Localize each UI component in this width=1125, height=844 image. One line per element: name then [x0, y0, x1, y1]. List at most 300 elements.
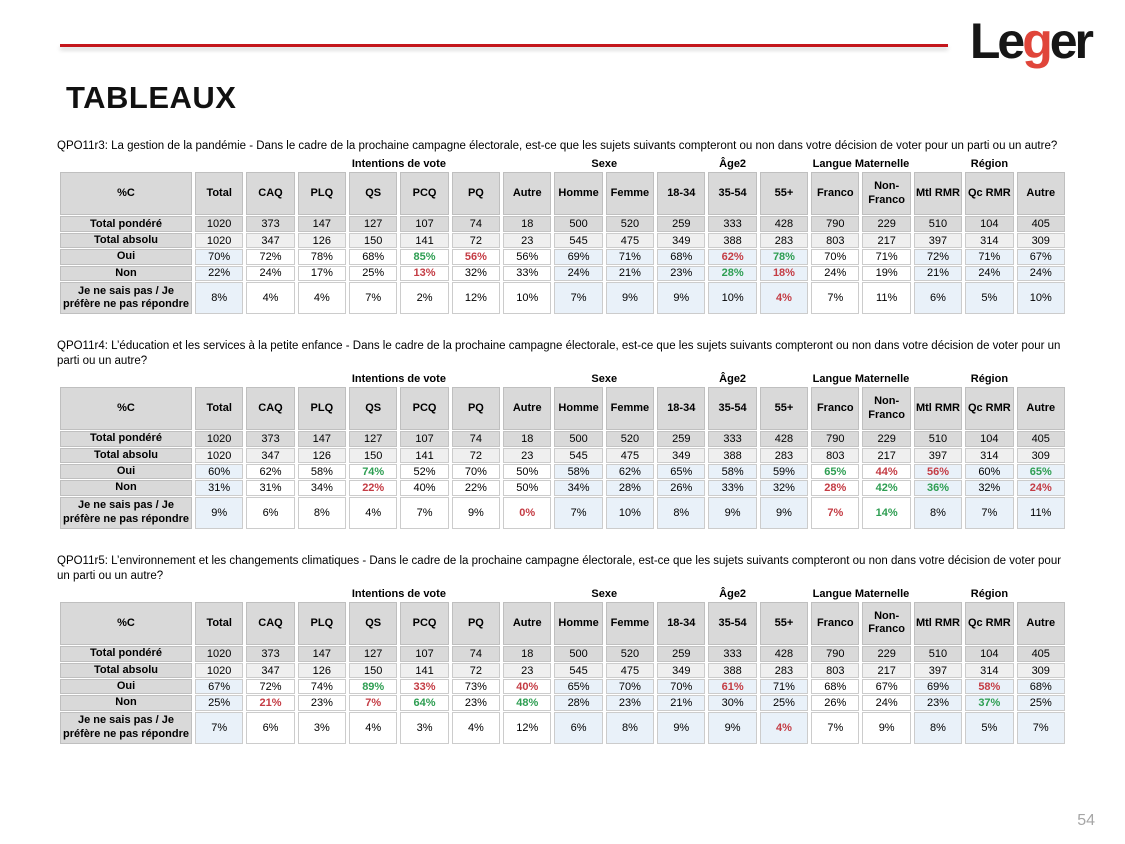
data-cell: 26%: [811, 695, 859, 710]
data-cell: 333: [708, 431, 756, 447]
data-cell: 13%: [400, 266, 448, 281]
page-number: 54: [1077, 812, 1095, 829]
data-cell: 150: [349, 233, 397, 248]
data-cell: 107: [400, 646, 448, 662]
data-cell: 50%: [503, 464, 551, 479]
column-header-cell: Franco: [811, 172, 859, 215]
data-cell: 217: [862, 448, 910, 463]
data-cell: 24%: [811, 266, 859, 281]
data-cell: 23%: [606, 695, 654, 710]
data-cell: 74: [452, 431, 500, 447]
data-cell: 388: [708, 448, 756, 463]
data-cell: 70%: [195, 249, 243, 264]
data-cell: 65%: [811, 464, 859, 479]
column-header-cell: Non-Franco: [862, 602, 910, 645]
column-header-cell: Homme: [554, 172, 602, 215]
column-header-cell: Non-Franco: [862, 387, 910, 430]
group-header-cell: Région: [970, 373, 1009, 386]
data-cell: 22%: [349, 480, 397, 495]
column-header-cell: 35-54: [708, 602, 756, 645]
data-cell: 60%: [195, 464, 243, 479]
data-cell: 141: [400, 448, 448, 463]
data-cell: 545: [554, 663, 602, 678]
data-cell: 23: [503, 448, 551, 463]
data-cell: 428: [760, 646, 808, 662]
data-cell: 349: [657, 448, 705, 463]
data-cell: 28%: [708, 266, 756, 281]
data-cell: 11%: [862, 282, 910, 314]
data-cell: 9%: [760, 497, 808, 529]
data-cell: 314: [965, 663, 1013, 678]
data-cell: 428: [760, 216, 808, 232]
group-header-cell: Sexe: [591, 373, 618, 386]
data-cell: 31%: [195, 480, 243, 495]
data-cell: 68%: [657, 249, 705, 264]
data-cell: 3%: [298, 712, 346, 744]
column-header-cell: CAQ: [246, 172, 294, 215]
data-cell: 147: [298, 431, 346, 447]
data-cell: 8%: [195, 282, 243, 314]
data-cell: 30%: [708, 695, 756, 710]
data-cell: 70%: [606, 679, 654, 694]
table-row: [60, 695, 1065, 710]
data-cell: 56%: [914, 464, 962, 479]
data-cell: 69%: [914, 679, 962, 694]
data-cell: 7%: [349, 282, 397, 314]
question-text: QPO11r4: L’éducation et les services à la petite enfance - Dans le cadre de la prochaine campagne électorale, est-ce que les sujets suivants compteront ou non dans votre décision de voter pour un parti ou un autre?: [57, 339, 1061, 367]
data-cell: 500: [554, 216, 602, 232]
data-cell: 23: [503, 663, 551, 678]
data-cell: 373: [246, 431, 294, 447]
row-label-cell: Oui: [60, 679, 192, 694]
data-cell: 28%: [554, 695, 602, 710]
data-cell: 62%: [246, 464, 294, 479]
column-header-cell: 55+: [760, 387, 808, 430]
column-header-cell: Homme: [554, 602, 602, 645]
data-cell: 9%: [657, 712, 705, 744]
data-cell: 50%: [503, 480, 551, 495]
data-cell: 24%: [1017, 266, 1066, 281]
row-label-cell: Je ne sais pas / Je préfère ne pas répondre: [60, 497, 192, 529]
data-cell: 10%: [708, 282, 756, 314]
survey-section: [57, 339, 1068, 530]
data-cell: 283: [760, 448, 808, 463]
data-cell: 18: [503, 431, 551, 447]
data-cell: 520: [606, 646, 654, 662]
data-cell: 107: [400, 431, 448, 447]
data-cell: 5%: [965, 712, 1013, 744]
column-header-cell: QS: [349, 602, 397, 645]
data-cell: 32%: [760, 480, 808, 495]
column-header-cell: PQ: [452, 172, 500, 215]
data-cell: 58%: [965, 679, 1013, 694]
data-cell: 8%: [914, 712, 962, 744]
group-header-cell: Âge2: [719, 158, 747, 171]
column-header-cell: QS: [349, 172, 397, 215]
data-cell: 9%: [708, 497, 756, 529]
corner-header-cell: %C: [60, 387, 192, 430]
data-cell: 510: [914, 646, 962, 662]
data-cell: 150: [349, 663, 397, 678]
data-cell: 65%: [554, 679, 602, 694]
data-cell: 428: [760, 431, 808, 447]
data-cell: 217: [862, 233, 910, 248]
group-header-cell: Âge2: [719, 587, 747, 600]
data-cell: 333: [708, 216, 756, 232]
data-cell: 18: [503, 646, 551, 662]
logo-text-post: er: [1049, 13, 1091, 69]
group-header-cell: Région: [970, 158, 1009, 171]
data-cell: 24%: [1017, 480, 1066, 495]
row-label-cell: Oui: [60, 249, 192, 264]
data-cell: 18%: [760, 266, 808, 281]
data-cell: 803: [811, 448, 859, 463]
column-header-cell: Mtl RMR: [914, 172, 962, 215]
row-label-cell: Total absolu: [60, 448, 192, 463]
data-cell: 127: [349, 646, 397, 662]
data-cell: 18: [503, 216, 551, 232]
data-cell: 1020: [195, 233, 243, 248]
data-cell: 72%: [914, 249, 962, 264]
data-cell: 72%: [246, 679, 294, 694]
data-cell: 56%: [503, 249, 551, 264]
data-cell: 520: [606, 431, 654, 447]
data-cell: 64%: [400, 695, 448, 710]
data-cell: 347: [246, 663, 294, 678]
data-cell: 405: [1017, 646, 1066, 662]
group-header-cell: Langue Maternelle: [812, 373, 910, 386]
column-header-cell: 18-34: [657, 602, 705, 645]
data-cell: 349: [657, 233, 705, 248]
data-cell: 10%: [1017, 282, 1066, 314]
group-header-cell: Langue Maternelle: [812, 587, 910, 600]
column-header-cell: Mtl RMR: [914, 602, 962, 645]
data-cell: 7%: [400, 497, 448, 529]
group-header-cell: Langue Maternelle: [812, 158, 910, 171]
table-row: [60, 497, 1065, 529]
data-cell: 74: [452, 216, 500, 232]
data-cell: 790: [811, 646, 859, 662]
data-cell: 23: [503, 233, 551, 248]
question-text: QPO11r5: L’environnement et les changements climatiques - Dans le cadre de la prochaine campagne électorale, est-ce que les sujets suivants compteront ou non dans votre décision de voter pour un parti ou un autre?: [57, 554, 1062, 582]
logo-text-g: g: [1022, 13, 1050, 69]
data-cell: 126: [298, 448, 346, 463]
column-header-cell: PQ: [452, 387, 500, 430]
data-cell: 65%: [1017, 464, 1066, 479]
corner-header-cell: %C: [60, 602, 192, 645]
group-header-cell: Intentions de vote: [351, 158, 446, 171]
data-cell: 229: [862, 431, 910, 447]
column-header-cell: Autre: [503, 602, 551, 645]
data-cell: 7%: [965, 497, 1013, 529]
data-cell: 74%: [349, 464, 397, 479]
data-cell: 24%: [246, 266, 294, 281]
data-cell: 6%: [246, 712, 294, 744]
data-cell: 141: [400, 233, 448, 248]
data-cell: 314: [965, 448, 1013, 463]
data-cell: 373: [246, 646, 294, 662]
data-cell: 4%: [349, 497, 397, 529]
data-cell: 4%: [760, 712, 808, 744]
group-header-cell: Âge2: [719, 373, 747, 386]
column-header-cell: Femme: [606, 387, 654, 430]
tables-content: [57, 139, 1068, 769]
column-header-cell: Autre: [503, 172, 551, 215]
column-header-cell: Non-Franco: [862, 172, 910, 215]
data-cell: 9%: [452, 497, 500, 529]
data-cell: 1020: [195, 216, 243, 232]
data-cell: 58%: [708, 464, 756, 479]
data-cell: 14%: [862, 497, 910, 529]
data-cell: 52%: [400, 464, 448, 479]
data-cell: 790: [811, 431, 859, 447]
column-header-cell: PCQ: [400, 602, 448, 645]
table-row: [60, 249, 1065, 264]
data-cell: 9%: [708, 712, 756, 744]
row-label-cell: Total pondéré: [60, 646, 192, 662]
table-row: [60, 448, 1065, 463]
data-cell: 33%: [400, 679, 448, 694]
data-cell: 388: [708, 663, 756, 678]
data-cell: 388: [708, 233, 756, 248]
table-row: [60, 431, 1065, 447]
data-cell: 22%: [195, 266, 243, 281]
column-header-cell: 35-54: [708, 172, 756, 215]
column-header-cell: Qc RMR: [965, 602, 1013, 645]
data-cell: 283: [760, 233, 808, 248]
results-table: [57, 371, 1068, 530]
data-cell: 150: [349, 448, 397, 463]
data-cell: 545: [554, 448, 602, 463]
data-cell: 8%: [657, 497, 705, 529]
data-cell: 69%: [554, 249, 602, 264]
data-cell: 309: [1017, 663, 1066, 678]
data-cell: 23%: [452, 695, 500, 710]
data-cell: 17%: [298, 266, 346, 281]
row-label-cell: Je ne sais pas / Je préfère ne pas répondre: [60, 282, 192, 314]
data-cell: 70%: [452, 464, 500, 479]
data-cell: 1020: [195, 663, 243, 678]
data-cell: 126: [298, 663, 346, 678]
data-cell: 7%: [811, 497, 859, 529]
data-cell: 6%: [914, 282, 962, 314]
column-header-cell: QS: [349, 387, 397, 430]
data-cell: 397: [914, 663, 962, 678]
data-cell: 67%: [195, 679, 243, 694]
survey-section: [57, 139, 1068, 315]
data-cell: 33%: [503, 266, 551, 281]
data-cell: 19%: [862, 266, 910, 281]
group-header-cell: Région: [970, 587, 1009, 600]
column-header-cell: Total: [195, 387, 243, 430]
data-cell: 62%: [708, 249, 756, 264]
data-cell: 31%: [246, 480, 294, 495]
group-header-cell: Sexe: [591, 158, 618, 171]
data-cell: 26%: [657, 480, 705, 495]
data-cell: 104: [965, 646, 1013, 662]
row-label-cell: Non: [60, 695, 192, 710]
column-header-cell: 35-54: [708, 387, 756, 430]
data-cell: 42%: [862, 480, 910, 495]
group-header-cell: Intentions de vote: [351, 587, 446, 600]
data-cell: 283: [760, 663, 808, 678]
data-cell: 40%: [400, 480, 448, 495]
column-header-cell: Franco: [811, 387, 859, 430]
column-header-cell: Total: [195, 602, 243, 645]
column-header-cell: PCQ: [400, 172, 448, 215]
row-label-cell: Je ne sais pas / Je préfère ne pas répondre: [60, 712, 192, 744]
data-cell: 347: [246, 233, 294, 248]
data-cell: 309: [1017, 233, 1066, 248]
data-cell: 475: [606, 448, 654, 463]
data-cell: 61%: [708, 679, 756, 694]
data-cell: 24%: [862, 695, 910, 710]
data-cell: 10%: [606, 497, 654, 529]
data-cell: 373: [246, 216, 294, 232]
column-header-cell: Autre: [1017, 602, 1066, 645]
data-cell: 9%: [195, 497, 243, 529]
data-cell: 5%: [965, 282, 1013, 314]
group-header-spacer: [60, 587, 243, 601]
data-cell: 104: [965, 431, 1013, 447]
column-header-cell: Femme: [606, 172, 654, 215]
group-header-cell: Sexe: [591, 587, 618, 600]
column-header-cell: CAQ: [246, 602, 294, 645]
column-header-cell: Autre: [1017, 387, 1066, 430]
row-label-cell: Total pondéré: [60, 431, 192, 447]
column-header-cell: Qc RMR: [965, 172, 1013, 215]
data-cell: 71%: [965, 249, 1013, 264]
data-cell: 28%: [606, 480, 654, 495]
data-cell: 48%: [503, 695, 551, 710]
table-row: [60, 712, 1065, 744]
table-row: [60, 233, 1065, 248]
data-cell: 12%: [503, 712, 551, 744]
data-cell: 70%: [811, 249, 859, 264]
data-cell: 59%: [760, 464, 808, 479]
data-cell: 107: [400, 216, 448, 232]
data-cell: 4%: [349, 712, 397, 744]
data-cell: 6%: [554, 712, 602, 744]
data-cell: 62%: [606, 464, 654, 479]
data-cell: 7%: [554, 497, 602, 529]
data-cell: 71%: [606, 249, 654, 264]
data-cell: 0%: [503, 497, 551, 529]
data-cell: 7%: [811, 712, 859, 744]
data-cell: 259: [657, 216, 705, 232]
data-cell: 520: [606, 216, 654, 232]
data-cell: 24%: [554, 266, 602, 281]
data-cell: 8%: [298, 497, 346, 529]
row-label-cell: Total absolu: [60, 663, 192, 678]
data-cell: 58%: [298, 464, 346, 479]
data-cell: 4%: [246, 282, 294, 314]
data-cell: 9%: [606, 282, 654, 314]
data-cell: 349: [657, 663, 705, 678]
table-row: [60, 646, 1065, 662]
data-cell: 68%: [1017, 679, 1066, 694]
leger-logo: [969, 13, 1091, 69]
data-cell: 8%: [606, 712, 654, 744]
data-cell: 333: [708, 646, 756, 662]
data-cell: 21%: [657, 695, 705, 710]
data-cell: 40%: [503, 679, 551, 694]
data-cell: 1020: [195, 431, 243, 447]
data-cell: 25%: [1017, 695, 1066, 710]
column-header-cell: Total: [195, 172, 243, 215]
column-header-cell: Homme: [554, 387, 602, 430]
data-cell: 74%: [298, 679, 346, 694]
data-cell: 22%: [452, 480, 500, 495]
data-cell: 68%: [349, 249, 397, 264]
column-header-cell: PLQ: [298, 172, 346, 215]
data-cell: 127: [349, 216, 397, 232]
data-cell: 7%: [349, 695, 397, 710]
column-header-cell: PLQ: [298, 602, 346, 645]
logo-text-pre: Le: [969, 13, 1023, 69]
column-header-cell: 18-34: [657, 387, 705, 430]
table-row: [60, 266, 1065, 281]
data-cell: 4%: [452, 712, 500, 744]
data-cell: 25%: [195, 695, 243, 710]
data-cell: 56%: [452, 249, 500, 264]
question-text: QPO11r3: La gestion de la pandémie - Dans le cadre de la prochaine campagne électorale, est-ce que les sujets suivants compteront ou non dans votre décision de voter pour un parti ou un autre?: [57, 140, 1058, 152]
data-cell: 141: [400, 663, 448, 678]
data-cell: 23%: [298, 695, 346, 710]
data-cell: 67%: [1017, 249, 1066, 264]
data-cell: 229: [862, 216, 910, 232]
data-cell: 7%: [554, 282, 602, 314]
data-cell: 147: [298, 646, 346, 662]
data-cell: 7%: [1017, 712, 1066, 744]
data-cell: 127: [349, 431, 397, 447]
data-cell: 44%: [862, 464, 910, 479]
survey-section: [57, 554, 1068, 745]
data-cell: 85%: [400, 249, 448, 264]
data-cell: 510: [914, 431, 962, 447]
data-cell: 71%: [862, 249, 910, 264]
data-cell: 405: [1017, 431, 1066, 447]
data-cell: 1020: [195, 646, 243, 662]
data-cell: 9%: [862, 712, 910, 744]
data-cell: 11%: [1017, 497, 1066, 529]
data-cell: 2%: [400, 282, 448, 314]
row-label-cell: Total absolu: [60, 233, 192, 248]
data-cell: 147: [298, 216, 346, 232]
data-cell: 32%: [452, 266, 500, 281]
data-cell: 229: [862, 646, 910, 662]
data-cell: 7%: [811, 282, 859, 314]
data-cell: 71%: [760, 679, 808, 694]
data-cell: 126: [298, 233, 346, 248]
data-cell: 10%: [503, 282, 551, 314]
data-cell: 58%: [554, 464, 602, 479]
column-header-cell: Mtl RMR: [914, 387, 962, 430]
data-cell: 397: [914, 448, 962, 463]
column-header-cell: CAQ: [246, 387, 294, 430]
data-cell: 21%: [246, 695, 294, 710]
data-cell: 309: [1017, 448, 1066, 463]
data-cell: 78%: [298, 249, 346, 264]
data-cell: 72: [452, 233, 500, 248]
data-cell: 28%: [811, 480, 859, 495]
header-rule: [60, 44, 948, 47]
data-cell: 405: [1017, 216, 1066, 232]
data-cell: 65%: [657, 464, 705, 479]
data-cell: 3%: [400, 712, 448, 744]
data-cell: 89%: [349, 679, 397, 694]
column-header-cell: PQ: [452, 602, 500, 645]
